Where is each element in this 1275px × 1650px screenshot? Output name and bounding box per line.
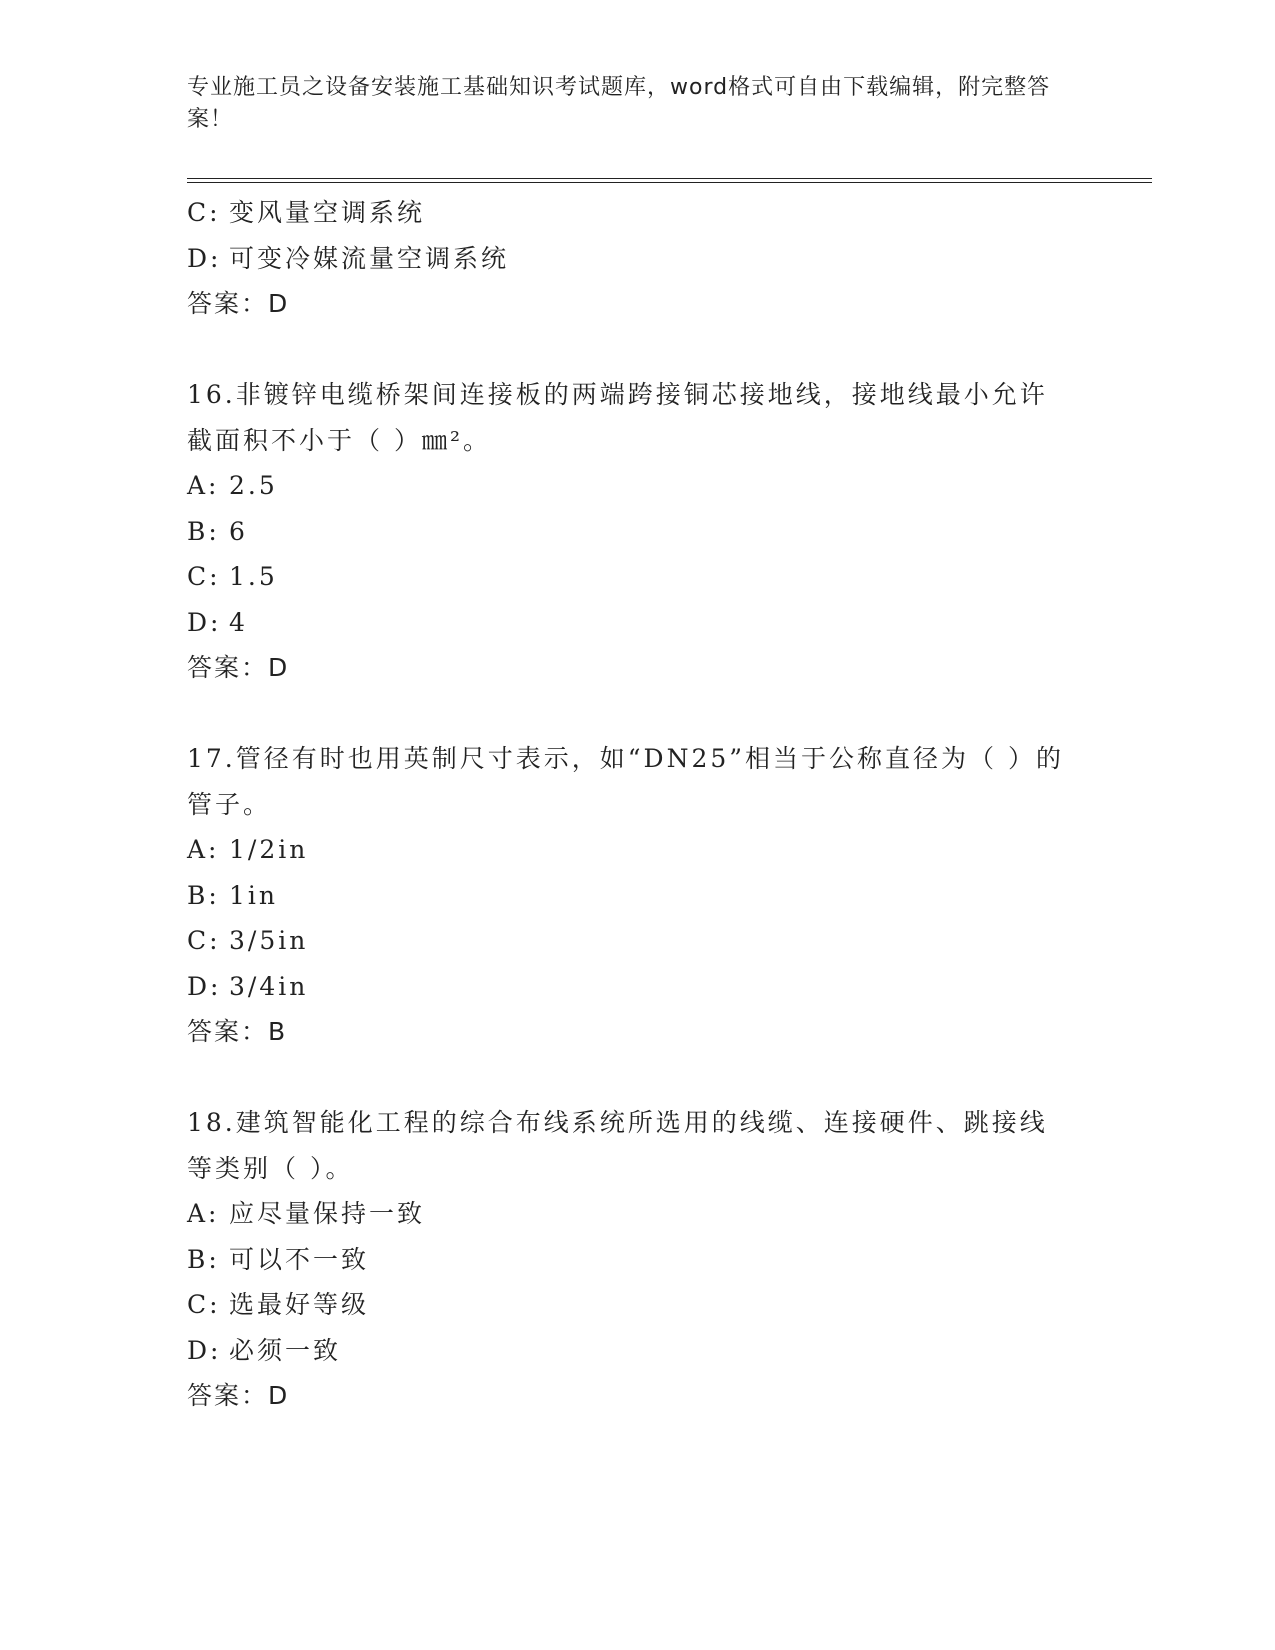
answer: 答案：D	[187, 1381, 290, 1410]
option-c: C: 3/5in	[187, 926, 309, 955]
question-stem: 18.建筑智能化工程的综合布线系统所选用的线缆、连接硬件、跳接线等类别（ ）。	[187, 1108, 1048, 1183]
question-18	[187, 1100, 1087, 1419]
answer: 答案：B	[187, 1017, 288, 1046]
answer: 答案：D	[187, 653, 290, 682]
option-a: A: 应尽量保持一致	[187, 1199, 426, 1228]
question-16	[187, 372, 1087, 691]
question-list	[187, 190, 1087, 1419]
option-b: B: 6	[187, 516, 248, 546]
header-divider-bottom	[187, 182, 1152, 183]
option-d: D: 4	[187, 607, 248, 637]
option-b: B: 1in	[187, 880, 279, 910]
option-d: D: 3/4in	[187, 971, 309, 1001]
option-a: A: 1/2in	[187, 835, 309, 864]
question-stem: 17.管径有时也用英制尺寸表示，如“DN25”相当于公称直径为（ ）的管子。	[187, 744, 1064, 819]
answer: 答案：D	[187, 289, 290, 318]
document-header: 专业施工员之设备安装施工基础知识考试题库，word格式可自由下载编辑，附完整答案！	[187, 75, 1051, 132]
option-c: C: 变风量空调系统	[187, 198, 426, 227]
option-d: D: 必须一致	[187, 1335, 342, 1365]
option-c: C: 1.5	[187, 562, 278, 591]
option-b: B: 可以不一致	[187, 1244, 370, 1274]
option-a: A: 2.5	[187, 471, 278, 500]
option-c: C: 选最好等级	[187, 1290, 370, 1319]
question-stem: 16.非镀锌电缆桥架间连接板的两端跨接铜芯接地线，接地线最小允许截面积不小于（ ）㎜²。	[187, 380, 1048, 455]
option-d: D: 可变冷媒流量空调系统	[187, 243, 510, 273]
question-17	[187, 736, 1087, 1055]
question-15	[187, 190, 1087, 327]
header-divider-top	[187, 178, 1152, 179]
